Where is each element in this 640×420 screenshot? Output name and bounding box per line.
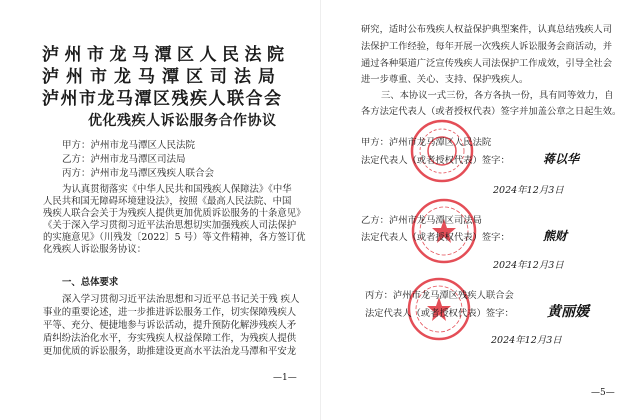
- page-number: —5—: [591, 388, 615, 398]
- document-subtitle: 优化残疾人诉讼服务合作协议: [88, 113, 277, 129]
- party-c-name: 丙方：泸州市龙马潭区残疾人联合会: [365, 290, 514, 301]
- party-a-name: 甲方：泸州市龙马潭区人民法院: [361, 137, 492, 148]
- party-c: 丙方：泸州市龙马潭区残疾人联合会: [62, 168, 215, 179]
- section-line: 平等、充分、便捷地参与诉讼活动，提升预防化解涉残疾人矛: [43, 320, 297, 331]
- body-line: 进一步尊重、关心、支持、保护残疾人。: [361, 74, 529, 85]
- party-c-signature: 黄丽媛: [547, 304, 589, 320]
- title-line-court: 泸州市龙马潭区人民法院: [42, 45, 290, 65]
- preamble-line: 的实施意见》（川残发〔2022〕5 号）等文件精神，各方签订优: [43, 232, 306, 243]
- party-a-date: 2024年12月3日: [493, 185, 564, 196]
- party-b-date: 2024年12月3日: [493, 260, 564, 271]
- party-b-name: 乙方：泸州市龙马潭区司法局: [361, 215, 482, 226]
- party-c-rep-label: 法定代表人（或者授权代表）签字：: [365, 308, 514, 319]
- document-page-5: [320, 0, 640, 420]
- party-a: 甲方：泸州市龙马潭区人民法院: [62, 140, 196, 151]
- body-line: 三、本协议一式三份，各方各执一份，具有同等效力，自: [381, 90, 614, 101]
- party-a-rep-label: 法定代表人（或者授权代表）签字：: [361, 155, 510, 166]
- party-b-signature: 熊财: [543, 229, 568, 243]
- body-line: 通过各种渠道广泛宣传残疾人司法保护工作成效，引导全社会: [361, 58, 613, 69]
- page-number: —1—: [273, 373, 297, 383]
- section-line: 深入学习贯彻习近平法治思想和习近平总书记关于残 疾人: [62, 294, 300, 305]
- party-b-rep-label: 法定代表人（或者授权代表）签字：: [361, 232, 510, 243]
- preamble-line: 残疾人联合会关于为残疾人提供更加优质诉讼服务的十条意见》: [43, 208, 306, 219]
- preamble-line: 《关于深入学习贯彻习近平法治思想切实加强残疾人司法保护: [43, 220, 297, 231]
- body-line: 各方法定代表人（或者授权代表）签字并加盖公章之日起生效。: [361, 106, 622, 117]
- title-line-disabled-federation: 泸州市龙马潭区残疾人联合会: [42, 89, 283, 109]
- section-line: 盾纠纷法治化水平，夯实残疾人权益保障工作，为残疾人提供: [43, 333, 297, 344]
- body-line: 研究，适时公布残疾人权益保护典型案件，认真总结残疾人司: [361, 24, 613, 35]
- party-b: 乙方：泸州市龙马潭区司法局: [62, 154, 186, 165]
- preamble-line: 化残疾人诉讼服务协议：: [43, 244, 147, 255]
- section-heading: 一、总体要求: [62, 277, 119, 288]
- court-seal: [409, 118, 475, 184]
- title-line-justice-bureau: 泸州市龙马潭区司法局: [42, 67, 282, 87]
- preamble-line: 为认真贯彻落实《中华人民共和国残疾人保障法》《中华: [62, 184, 292, 195]
- section-line: 更加优质的诉讼服务，助推建设更高水平法治龙马潭和平安龙: [43, 346, 297, 357]
- body-line: 法保护工作经验，每年开展一次残疾人诉讼服务会商活动，并: [361, 41, 613, 52]
- justice-bureau-seal: [410, 197, 478, 265]
- preamble-line: 人民共和国无障碍环境建设法》，按照《最高人民法院、中国: [43, 196, 292, 207]
- party-a-signature: 蒋以华: [543, 152, 580, 166]
- section-line: 事业的重要论述，进一步推进诉讼服务工作，切实保障残疾人: [43, 307, 297, 318]
- party-c-date: 2024年12月3日: [491, 335, 562, 346]
